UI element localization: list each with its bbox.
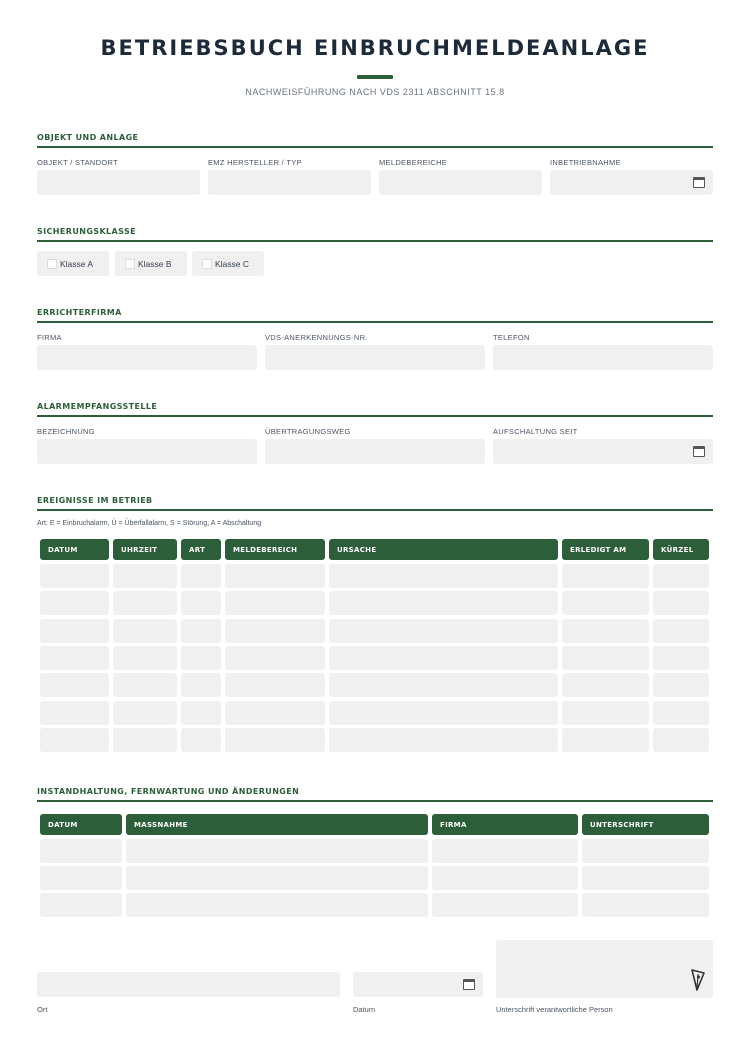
table-cell[interactable]: [225, 564, 325, 588]
checkbox-klasse-c[interactable]: Klasse C: [192, 251, 264, 276]
calendar-icon[interactable]: [693, 446, 705, 457]
table-cell[interactable]: [653, 673, 709, 697]
objekt-standort-field[interactable]: [37, 170, 200, 195]
table-cell[interactable]: [113, 728, 177, 752]
inbetriebnahme-date-field[interactable]: [550, 170, 713, 195]
table-cell[interactable]: [181, 591, 221, 615]
table-cell[interactable]: [225, 728, 325, 752]
table-cell[interactable]: [40, 839, 122, 863]
table-cell[interactable]: [329, 701, 558, 725]
signature-label: Unterschrift verantwortliche Person: [496, 1005, 613, 1014]
section-heading-alarmempfangsstelle: ALARMEMPFANGSSTELLE: [37, 402, 713, 417]
table-cell[interactable]: [432, 839, 578, 863]
column-header-datum: DATUM: [40, 814, 122, 835]
table-cell[interactable]: [225, 673, 325, 697]
table-cell[interactable]: [653, 591, 709, 615]
checkbox-klasse-b[interactable]: Klasse B: [115, 251, 187, 276]
table-cell[interactable]: [582, 839, 709, 863]
table-cell[interactable]: [126, 839, 428, 863]
label-bezeichnung: BEZEICHNUNG: [37, 427, 95, 436]
column-header-massnahme: MASSNAHME: [126, 814, 428, 835]
table-cell[interactable]: [126, 866, 428, 890]
table-cell[interactable]: [653, 564, 709, 588]
table-cell[interactable]: [40, 866, 122, 890]
table-cell[interactable]: [225, 646, 325, 670]
art-legend-note: Art: E = Einbruchalarm, Ü = Überfallalarm, S = Störung, A = Abschaltung: [37, 520, 262, 527]
firma-field[interactable]: [37, 345, 257, 370]
column-header-datum: DATUM: [40, 539, 109, 560]
calendar-icon[interactable]: [463, 979, 475, 990]
table-cell[interactable]: [582, 866, 709, 890]
vds-nr-field[interactable]: [265, 345, 485, 370]
label-telefon: TELEFON: [493, 333, 530, 342]
table-cell[interactable]: [181, 564, 221, 588]
table-cell[interactable]: [40, 728, 109, 752]
table-cell[interactable]: [113, 701, 177, 725]
table-cell[interactable]: [225, 591, 325, 615]
table-cell[interactable]: [113, 564, 177, 588]
table-cell[interactable]: [329, 728, 558, 752]
table-cell[interactable]: [225, 619, 325, 643]
column-header-unterschrift: UNTERSCHRIFT: [582, 814, 709, 835]
table-cell[interactable]: [181, 728, 221, 752]
table-cell[interactable]: [113, 673, 177, 697]
label-emz-hersteller: EMZ HERSTELLER / TYP: [208, 158, 302, 167]
table-cell[interactable]: [40, 564, 109, 588]
section-heading-objekt: OBJEKT UND ANLAGE: [37, 133, 713, 148]
telefon-field[interactable]: [493, 345, 713, 370]
section-heading-ereignisse: EREIGNISSE IM BETRIEB: [37, 496, 713, 511]
table-cell[interactable]: [653, 728, 709, 752]
table-cell[interactable]: [181, 619, 221, 643]
emz-hersteller-field[interactable]: [208, 170, 371, 195]
table-cell[interactable]: [432, 866, 578, 890]
table-cell[interactable]: [40, 619, 109, 643]
label-aufschaltung-seit: AUFSCHALTUNG SEIT: [493, 427, 578, 436]
pen-icon: [690, 969, 706, 991]
table-cell[interactable]: [113, 619, 177, 643]
column-header-art: ART: [181, 539, 221, 560]
table-cell[interactable]: [181, 701, 221, 725]
column-header-ursache: URSACHE: [329, 539, 558, 560]
aufschaltung-date-field[interactable]: [493, 439, 713, 464]
checkbox-klasse-a[interactable]: Klasse A: [37, 251, 109, 276]
table-cell[interactable]: [113, 591, 177, 615]
signature-field[interactable]: [496, 940, 713, 998]
label-meldebereiche: MELDEBEREICHE: [379, 158, 448, 167]
table-cell[interactable]: [329, 673, 558, 697]
column-header-kuerzel: KÜRZEL: [653, 539, 709, 560]
table-cell[interactable]: [181, 673, 221, 697]
label-objekt-standort: OBJEKT / STANDORT: [37, 158, 118, 167]
calendar-icon[interactable]: [693, 177, 705, 188]
page-subtitle: NACHWEISFÜHRUNG NACH VDS 2311 ABSCHNITT 15.8: [245, 87, 505, 97]
column-header-erledigt-am: ERLEDIGT AM: [562, 539, 649, 560]
title-accent-bar: [357, 75, 393, 79]
ort-label: Ort: [37, 1005, 48, 1014]
table-cell[interactable]: [653, 646, 709, 670]
table-cell[interactable]: [432, 893, 578, 917]
table-cell[interactable]: [562, 673, 649, 697]
table-cell[interactable]: [653, 701, 709, 725]
column-header-meldebereich: MELDEBEREICH: [225, 539, 325, 560]
table-cell[interactable]: [329, 564, 558, 588]
label-inbetriebnahme: INBETRIEBNAHME: [550, 158, 621, 167]
label-firma: FIRMA: [37, 333, 62, 342]
meldebereiche-field[interactable]: [379, 170, 542, 195]
bezeichnung-field[interactable]: [37, 439, 257, 464]
table-cell[interactable]: [40, 646, 109, 670]
datum-label: Datum: [353, 1005, 376, 1014]
table-cell[interactable]: [40, 673, 109, 697]
label-uebertragungsweg: ÜBERTRAGUNGSWEG: [265, 427, 351, 436]
page-title: BETRIEBSBUCH EINBRUCHMELDEANLAGE: [100, 36, 650, 60]
section-heading-errichterfirma: ERRICHTERFIRMA: [37, 308, 713, 323]
table-cell[interactable]: [329, 619, 558, 643]
table-cell[interactable]: [113, 646, 177, 670]
datum-date-field[interactable]: [353, 972, 483, 997]
table-cell[interactable]: [562, 728, 649, 752]
ort-field[interactable]: [37, 972, 340, 997]
table-cell[interactable]: [126, 893, 428, 917]
table-cell[interactable]: [329, 591, 558, 615]
table-cell[interactable]: [562, 564, 649, 588]
section-heading-instandhaltung: INSTANDHALTUNG, FERNWARTUNG UND ÄNDERUNGEN: [37, 787, 713, 802]
table-cell[interactable]: [225, 701, 325, 725]
table-cell[interactable]: [181, 646, 221, 670]
table-cell[interactable]: [329, 646, 558, 670]
table-cell[interactable]: [562, 619, 649, 643]
label-vds-nr: VDS-ANERKENNUNGS-NR.: [265, 333, 368, 342]
table-cell[interactable]: [582, 893, 709, 917]
table-cell[interactable]: [562, 646, 649, 670]
table-cell[interactable]: [40, 701, 109, 725]
section-heading-sicherungsklasse: SICHERUNGSKLASSE: [37, 227, 713, 242]
table-cell[interactable]: [562, 701, 649, 725]
table-cell[interactable]: [40, 893, 122, 917]
uebertragungsweg-field[interactable]: [265, 439, 485, 464]
table-cell[interactable]: [562, 591, 649, 615]
column-header-firma: FIRMA: [432, 814, 578, 835]
table-cell[interactable]: [40, 591, 109, 615]
column-header-uhrzeit: UHRZEIT: [113, 539, 177, 560]
table-cell[interactable]: [653, 619, 709, 643]
